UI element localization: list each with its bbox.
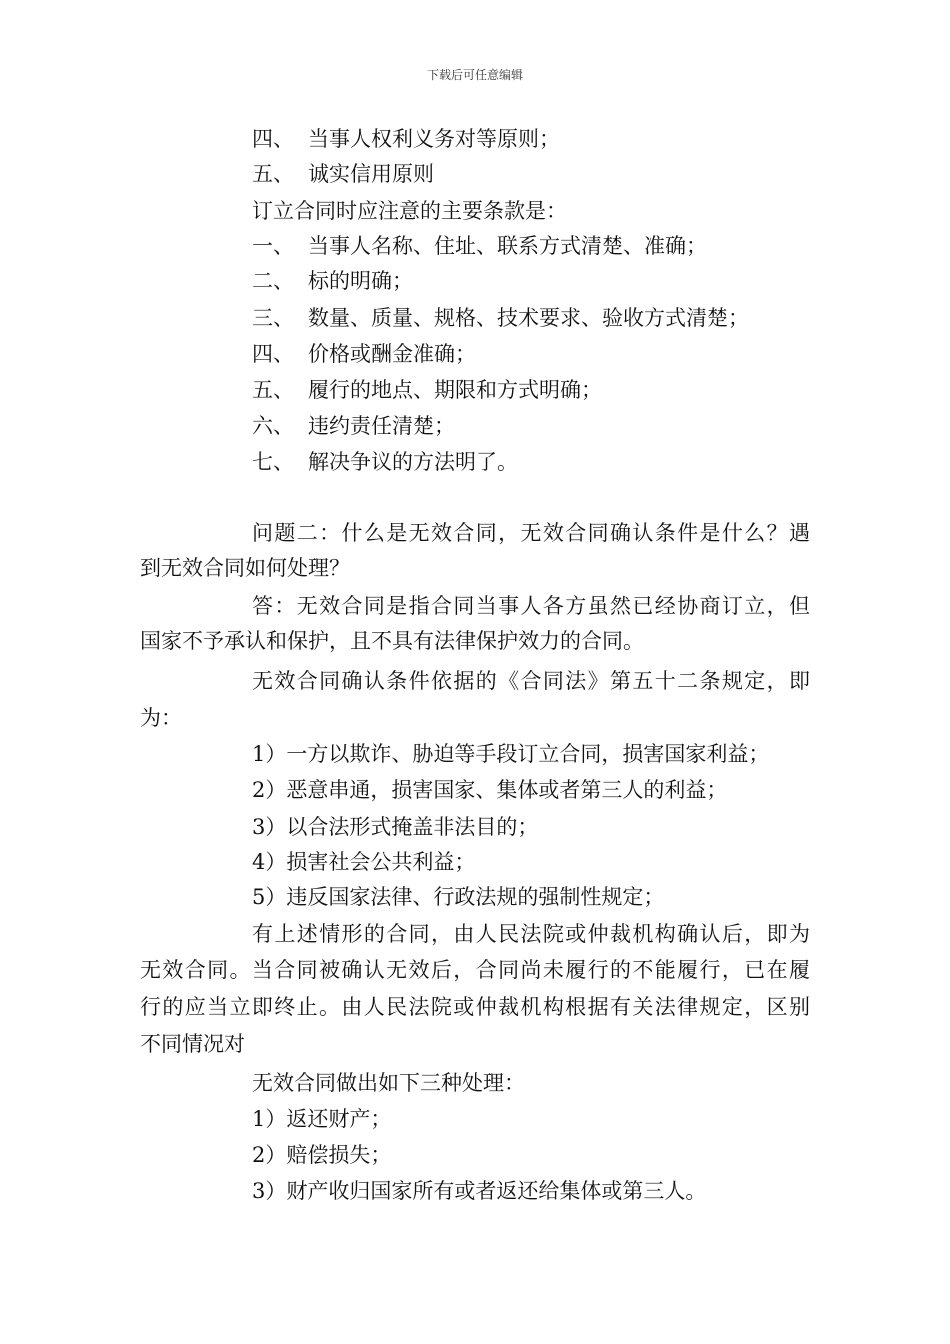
clause-item <box>252 449 518 475</box>
answer-paragraph: 答：无效合同是指合同当事人各方虽然已经协商订立，但 <box>252 594 810 618</box>
clause-number: 一、 <box>252 234 294 258</box>
conditions-intro: 无效合同确认条件依据的《合同法》第五十二条规定，即 <box>252 669 810 693</box>
consequence-paragraph-cont: 无效合同。当合同被确认无效后，合同尚未履行的不能履行，已在履 <box>140 958 810 982</box>
clauses-intro: 订立合同时应注意的主要条款是： <box>252 199 567 223</box>
clause-item <box>252 341 476 367</box>
consequence-paragraph: 有上述情形的合同，由人民法院或仲裁机构确认后，即为 <box>252 922 810 946</box>
principle-number: 四、 <box>252 127 294 151</box>
principle-number: 五、 <box>252 162 294 186</box>
condition-item: 5）违反国家法律、行政法规的强制性规定； <box>252 885 665 909</box>
clause-item <box>252 377 602 403</box>
handling-item: 3）财产收归国家所有或者返还给集体或第三人。 <box>252 1179 707 1203</box>
principle-text: 当事人权利义务对等原则； <box>308 127 560 151</box>
clause-text: 违约责任清楚； <box>308 414 455 438</box>
clause-text: 价格或酬金准确； <box>308 342 476 366</box>
handling-intro: 无效合同做出如下三种处理： <box>252 1071 525 1095</box>
consequence-paragraph-end: 不同情况对 <box>140 1032 245 1056</box>
clause-item <box>252 413 455 439</box>
condition-item: 2）恶意串通，损害国家、集体或者第三人的利益； <box>252 778 728 802</box>
clause-item <box>252 233 707 259</box>
clause-text: 数量、质量、规格、技术要求、验收方式清楚； <box>308 306 749 330</box>
question-heading-cont: 到无效合同如何处理？ <box>140 556 350 580</box>
clause-number: 七、 <box>252 450 294 474</box>
clause-number: 五、 <box>252 378 294 402</box>
question-heading: 问题二：什么是无效合同，无效合同确认条件是什么？遇 <box>252 521 810 545</box>
condition-item: 1）一方以欺诈、胁迫等手段订立合同，损害国家利益； <box>252 742 770 766</box>
clause-text: 当事人名称、住址、联系方式清楚、准确； <box>308 234 707 258</box>
consequence-paragraph-cont: 行的应当立即终止。由人民法院或仲裁机构根据有关法律规定，区别 <box>140 995 810 1019</box>
clause-number: 四、 <box>252 342 294 366</box>
condition-item: 4）损害社会公共利益； <box>252 850 476 874</box>
clause-item <box>252 305 749 331</box>
answer-paragraph-cont: 国家不予承认和保护，且不具有法律保护效力的合同。 <box>140 629 644 653</box>
clause-number: 三、 <box>252 306 294 330</box>
clause-number: 六、 <box>252 414 294 438</box>
principle-item <box>252 126 560 152</box>
clause-number: 二、 <box>252 269 294 293</box>
principle-text: 诚实信用原则 <box>308 162 434 186</box>
clause-text: 履行的地点、期限和方式明确； <box>308 378 602 402</box>
clause-text: 标的明确； <box>308 269 413 293</box>
clause-item <box>252 268 413 294</box>
page-header: 下载后可任意编辑 <box>426 68 523 82</box>
principle-item <box>252 161 434 187</box>
conditions-intro-cont: 为： <box>140 706 182 730</box>
clause-text: 解决争议的方法明了。 <box>308 450 518 474</box>
condition-item: 3）以合法形式掩盖非法目的； <box>252 815 539 839</box>
handling-item: 2）赔偿损失； <box>252 1143 392 1167</box>
handling-item: 1）返还财产； <box>252 1107 392 1131</box>
